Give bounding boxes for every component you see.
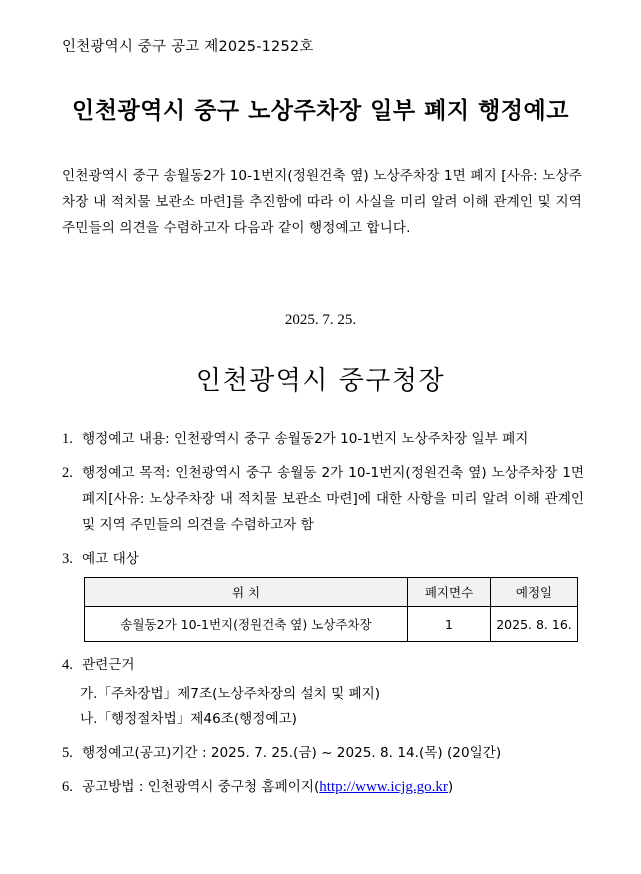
page-title: 인천광역시 중구 노상주차장 일부 폐지 행정예고 bbox=[72, 98, 569, 124]
table-header-row bbox=[85, 578, 578, 607]
item-number: 2. bbox=[62, 465, 73, 481]
item-method bbox=[62, 774, 584, 800]
notice-items bbox=[62, 426, 584, 572]
method-label: 공고방법 : 인천광역시 중구청 홈페이지( bbox=[82, 779, 320, 795]
item-basis bbox=[62, 652, 584, 678]
header-count: 폐지면수 bbox=[408, 578, 491, 607]
item-content bbox=[62, 426, 584, 452]
item-text: 예고 대상 bbox=[82, 551, 139, 567]
item-number: 6. bbox=[62, 779, 73, 795]
issuer-name: 인천광역시 중구청장 bbox=[195, 366, 446, 396]
homepage-link[interactable]: http://www.icjg.go.kr bbox=[319, 779, 448, 795]
notice-number: 인천광역시 중구 공고 제2025-1252호 bbox=[62, 39, 314, 55]
basis-sub-1: 가.「주차장법」제7조(노상주차장의 설치 및 폐지) bbox=[80, 686, 381, 702]
notice-date: 2025. 7. 25. bbox=[284, 312, 357, 328]
item-period bbox=[62, 740, 584, 766]
table-row bbox=[85, 607, 578, 642]
item-text: 행정예고 목적: 인천광역시 중구 송월동 2가 10-1번지(정원건축 옆) 노상주차장 1면 폐지[사유: 노상주차장 내 적치물 보관소 마련]에 대한 사항을 미리 알려 이해 관계인 및 지역 주민들의 의견을 수렴하고자 함 bbox=[82, 465, 584, 533]
header-scheduled: 예정일 bbox=[491, 578, 578, 607]
basis-sub-2: 나.「행정절차법」제46조(행정예고) bbox=[80, 711, 297, 727]
notice-items-lower bbox=[62, 652, 584, 808]
item-number: 5. bbox=[62, 745, 73, 761]
item-text bbox=[82, 774, 584, 800]
item-number: 1. bbox=[62, 431, 73, 447]
target-table bbox=[84, 577, 578, 642]
item-target bbox=[62, 546, 584, 572]
item-purpose bbox=[62, 460, 584, 538]
item-text: 행정예고 내용: 인천광역시 중구 송월동2가 10-1번지 노상주차장 일부 폐지 bbox=[82, 431, 529, 447]
header-location: 위 치 bbox=[85, 578, 408, 607]
item-text: 행정예고(공고)기간 : 2025. 7. 25.(금) ~ 2025. 8. 14.(목) (20일간) bbox=[82, 745, 502, 761]
cell-scheduled: 2025. 8. 16. bbox=[491, 607, 578, 642]
cell-location: 송월동2가 10-1번지(정원건축 옆) 노상주차장 bbox=[85, 607, 408, 642]
intro-paragraph: 인천광역시 중구 송월동2가 10-1번지(정원건축 옆) 노상주차장 1면 폐지 [사유: 노상주차장 내 적치물 보관소 마련]를 추진함에 따라 이 사실을 미리 알려 이해 관계인 및 지역 주민들의 의견을 수렴하고자 다음과 같이 행정예고 합니다. bbox=[62, 168, 582, 236]
cell-count: 1 bbox=[408, 607, 491, 642]
item-text: 관련근거 bbox=[82, 657, 135, 673]
item-number: 3. bbox=[62, 551, 73, 567]
item-number: 4. bbox=[62, 657, 73, 673]
method-close: ) bbox=[447, 779, 454, 795]
